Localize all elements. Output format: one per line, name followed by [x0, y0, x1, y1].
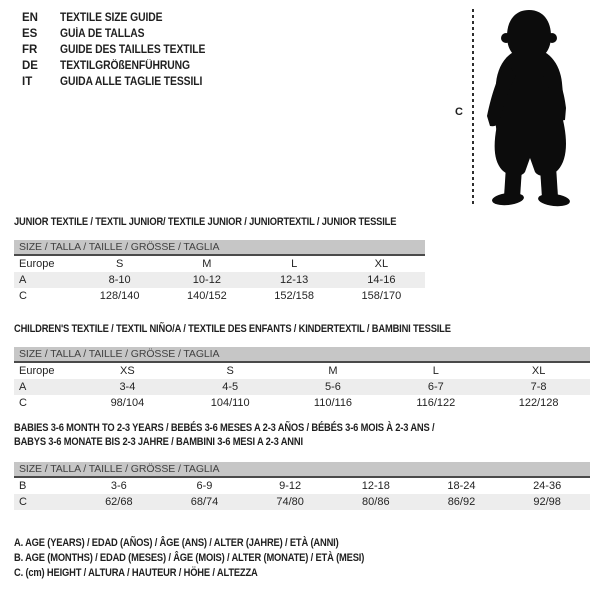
size-cell: 116/122 — [416, 396, 456, 409]
size-cell: 122/128 — [518, 396, 559, 409]
size-cell: 86/92 — [447, 496, 476, 508]
language-code: FR — [22, 44, 38, 56]
baby-silhouette-icon — [478, 8, 590, 208]
row-label: C — [19, 396, 27, 409]
footnote-b: B. AGE (MONTHS) / EDAD (MESES) / ÂGE (MOIS) / ALTER (MONATE) / ETÀ (MESI) — [14, 552, 365, 564]
size-cell: 6-9 — [196, 480, 213, 492]
table-row — [14, 395, 590, 411]
size-table — [14, 240, 425, 304]
footnote-a: A. AGE (YEARS) / EDAD (AÑOS) / ÂGE (ANS) / ALTER (JAHRE) / ETÀ (ANNI) — [14, 537, 339, 549]
size-cell: 62/68 — [105, 496, 133, 508]
table-row — [14, 288, 425, 304]
row-label: C — [19, 496, 27, 508]
size-cell: L — [432, 364, 439, 377]
table-row — [14, 272, 425, 288]
guide-title: GUÍA DE TALLAS — [60, 28, 145, 40]
size-cell: 3-6 — [110, 480, 127, 492]
size-cell: 110/116 — [313, 396, 353, 409]
table-row — [14, 477, 590, 494]
row-label: Europe — [19, 257, 55, 270]
size-cell: 128/140 — [99, 289, 140, 302]
size-cell: 80/86 — [362, 496, 390, 508]
row-label: B — [19, 480, 27, 492]
size-cell: 4-5 — [222, 380, 239, 393]
size-cell: 3-4 — [119, 380, 136, 393]
table-title — [14, 323, 590, 337]
height-dashed-line — [472, 9, 474, 207]
size-cell: 9-12 — [279, 480, 302, 492]
table-title — [14, 422, 590, 449]
footnotes — [14, 536, 426, 581]
row-label: Europe — [19, 364, 55, 377]
junior-textile-section — [14, 216, 464, 304]
babies-textile-section — [14, 422, 590, 510]
row-label: A — [19, 273, 27, 286]
guide-title: TEXTILGRÖßENFÜHRUNG — [60, 60, 190, 72]
size-cell: M — [328, 364, 338, 377]
size-cell: 158/170 — [361, 289, 402, 302]
language-row — [22, 74, 222, 90]
size-cell: 98/104 — [110, 396, 145, 409]
size-cell: 12-18 — [361, 480, 390, 492]
table-title-line: CHILDREN'S TEXTILE / TEXTIL NIÑO/A / TEXTILE DES ENFANTS / KINDERTEXTIL / BAMBINI TESSILE — [14, 323, 451, 335]
language-row — [22, 58, 222, 74]
size-band-header: SIZE / TALLA / TAILLE / GRÖSSE / TAGLIA — [14, 347, 590, 362]
size-cell: 74/80 — [276, 496, 304, 508]
size-cell: XL — [531, 364, 546, 377]
table-row — [14, 362, 590, 379]
size-table — [14, 462, 590, 510]
language-code: IT — [22, 76, 33, 88]
size-band-header: SIZE / TALLA / TAILLE / GRÖSSE / TAGLIA — [14, 462, 590, 477]
row-label: C — [19, 289, 27, 302]
size-cell: 152/158 — [274, 289, 314, 302]
size-band-header: SIZE / TALLA / TAILLE / GRÖSSE / TAGLIA — [14, 240, 425, 255]
language-code: EN — [22, 12, 38, 24]
language-title-list — [22, 10, 222, 90]
language-code: ES — [22, 28, 38, 40]
language-row — [22, 10, 222, 26]
guide-title: GUIDE DES TAILLES TEXTILE — [60, 44, 206, 56]
size-cell: XL — [374, 257, 389, 270]
size-cell: 5-6 — [325, 380, 341, 393]
table-row — [14, 379, 590, 395]
table-title — [14, 216, 464, 230]
size-cell: 10-12 — [192, 273, 221, 286]
size-cell: 68/74 — [190, 496, 219, 508]
language-row — [22, 26, 222, 42]
table-title-line: BABIES 3-6 MONTH TO 2-3 YEARS / BEBÉS 3-6 MESES A 2-3 AÑOS / BÉBÉS 3-6 MOIS À 2-3 ANS / — [14, 422, 435, 434]
row-label: A — [19, 380, 27, 393]
size-cell: XS — [120, 364, 135, 377]
footnote-c: C. (cm) HEIGHT / ALTURA / HAUTEUR / HÖHE / ALTEZZA — [14, 567, 258, 579]
table-title-line: JUNIOR TEXTILE / TEXTIL JUNIOR/ TEXTILE JUNIOR / JUNIORTEXTIL / JUNIOR TESSILE — [14, 216, 397, 228]
language-code: DE — [22, 60, 38, 72]
size-cell: 140/152 — [186, 289, 227, 302]
size-cell: 104/110 — [210, 396, 250, 409]
size-cell: 92/98 — [533, 496, 561, 508]
size-cell: 8-10 — [108, 273, 131, 286]
size-cell: S — [226, 364, 234, 377]
language-row — [22, 42, 222, 58]
size-cell: 18-24 — [447, 480, 476, 492]
table-title-line: BABYS 3-6 MONATE BIS 2-3 JAHRE / BAMBINI 3-6 MESI A 2-3 ANNI — [14, 435, 303, 448]
size-cell: M — [202, 257, 212, 270]
height-measure-label: C — [455, 106, 463, 118]
size-cell: L — [291, 257, 298, 270]
guide-title: GUIDA ALLE TAGLIE TESSILI — [60, 76, 203, 88]
childrens-textile-section — [14, 323, 590, 411]
size-cell: 24-36 — [533, 480, 562, 492]
table-row — [14, 494, 590, 510]
size-table — [14, 347, 590, 411]
table-row — [14, 255, 425, 272]
size-cell: 12-13 — [280, 273, 309, 286]
size-cell: S — [115, 257, 124, 270]
guide-title: TEXTILE SIZE GUIDE — [60, 12, 163, 24]
size-cell: 14-16 — [367, 273, 396, 286]
size-cell: 6-7 — [427, 380, 444, 393]
size-cell: 7-8 — [530, 380, 547, 393]
